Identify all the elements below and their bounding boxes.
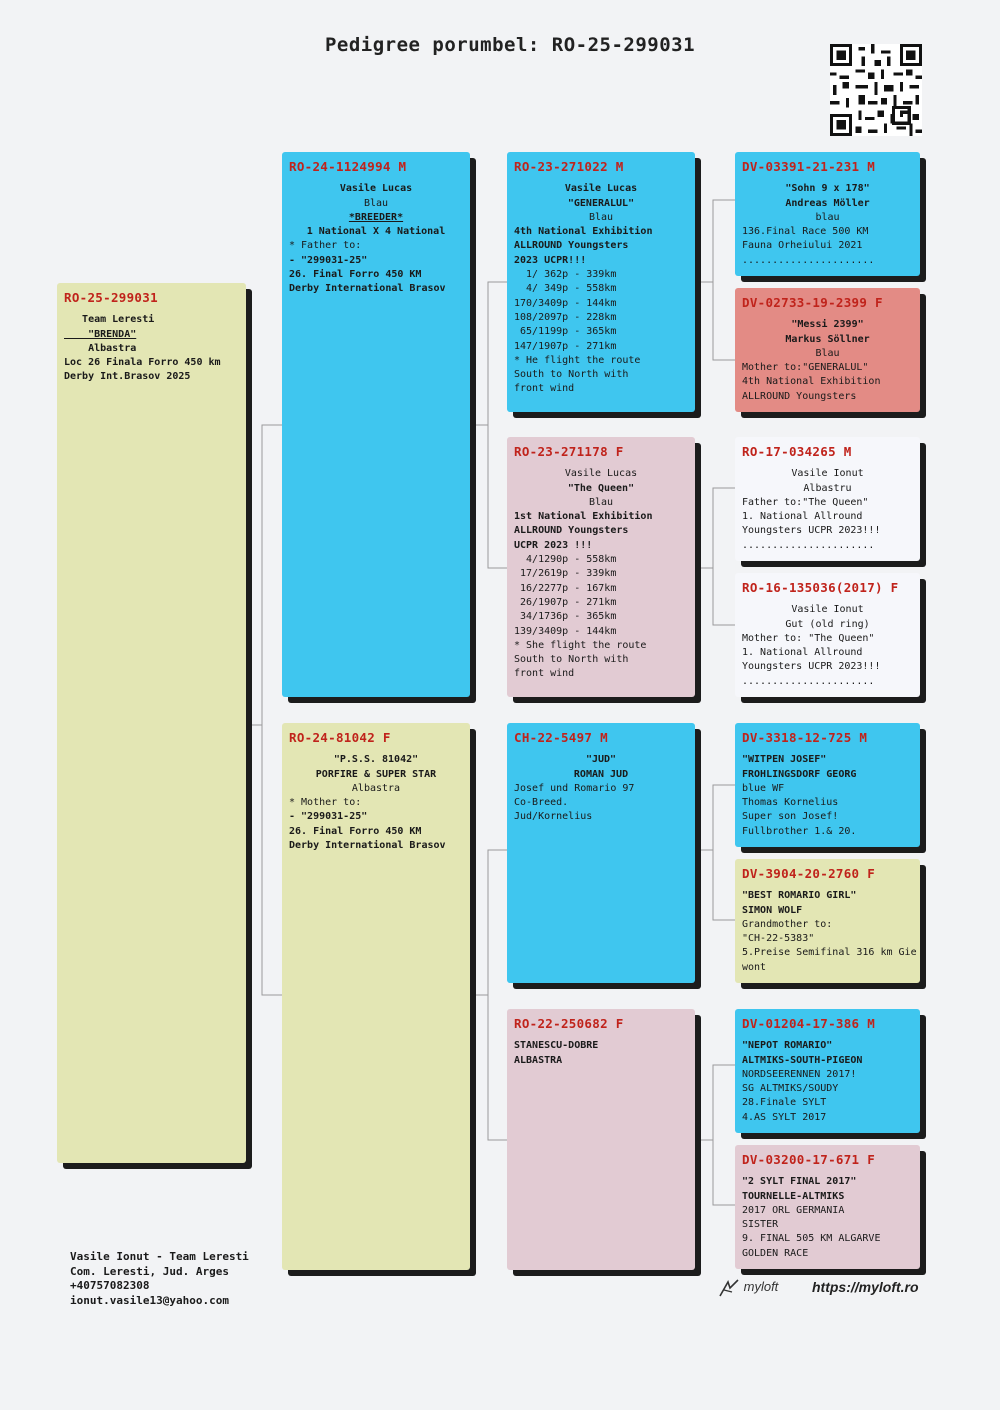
pedigree-card-dam-dam[interactable]: RO-22-250682 F STANESCU-DOBRE ALBASTRA bbox=[507, 1009, 695, 1270]
ring-number: RO-24-1124994 M bbox=[289, 159, 407, 174]
ring-number: DV-03200-17-671 F bbox=[742, 1152, 876, 1167]
ring-number: RO-25-299031 bbox=[64, 290, 158, 305]
ring-number: DV-3904-20-2760 F bbox=[742, 866, 876, 881]
owner-address: Com. Leresti, Jud. Arges bbox=[70, 1264, 229, 1278]
pedigree-card-sss[interactable]: DV-03391-21-231 M "Sohn 9 x 178" Andreas Möller blau 136.Final Race 500 KM Fauna Orheiului 2021 ...................... bbox=[735, 152, 920, 276]
pedigree-card-dds[interactable]: DV-01204-17-386 M "NEPOT ROMARIO" ALTMIKS-SOUTH-PIGEON NORDSEERENNEN 2017! SG ALTMIKS/SOUDY 28.Finale SYLT 4.AS SYLT 2017 bbox=[735, 1009, 920, 1133]
ring-number: RO-24-81042 F bbox=[289, 730, 391, 745]
ring-number: DV-02733-19-2399 F bbox=[742, 295, 883, 310]
pedigree-card-sire-dam[interactable]: RO-23-271178 F Vasile Lucas "The Queen" Blau 1st National Exhibition ALLROUND Youngsters UCPR 2023 !!! 4/1290p - 558km 17/2619p - 339km 16/2277p - 167km 26/1907p - 271km 34/1736p - 365km 139/3409p - 144km * She flight the route South to North with front wind bbox=[507, 437, 695, 697]
owner-name: Vasile Ionut - Team Leresti bbox=[70, 1250, 249, 1263]
pedigree-card-dsd[interactable]: DV-3904-20-2760 F "BEST ROMARIO GIRL" SIMON WOLF Grandmother to: "CH-22-5383" 5.Preise Semifinal 316 km Gie wont bbox=[735, 859, 920, 983]
ring-number: RO-23-271022 M bbox=[514, 159, 624, 174]
owner-phone: +40757082308 bbox=[70, 1279, 150, 1292]
ring-number: RO-22-250682 F bbox=[514, 1016, 624, 1031]
pedigree-card-sire-sire[interactable]: RO-23-271022 M Vasile Lucas "GENERALUL" Blau 4th National Exhibition ALLROUND Youngsters 2023 UCPR!!! 1/ 362p - 339km 4/ 349p - 558km 170/3409p - 144km 108/2097p - 228km 65/1199p - 365km 147/1907p - 271km * He flight the route South to North with front wind bbox=[507, 152, 695, 412]
pedigree-card-ddd[interactable]: DV-03200-17-671 F "2 SYLT FINAL 2017" TOURNELLE-ALTMIKS 2017 ORL GERMANIA SISTER 9. FINAL 505 KM ALGARVE GOLDEN RACE bbox=[735, 1145, 920, 1269]
ring-number: DV-01204-17-386 M bbox=[742, 1016, 876, 1031]
ring-number: RO-23-271178 F bbox=[514, 444, 624, 459]
ring-number: DV-3318-12-725 M bbox=[742, 730, 868, 745]
ring-number: RO-17-034265 M bbox=[742, 444, 852, 459]
pedigree-card-dam[interactable]: RO-24-81042 F "P.S.S. 81042" PORFIRE & SUPER STAR Albastra * Mother to: - "299031-25" 26. Final Forro 450 KM Derby International Brasov bbox=[282, 723, 470, 1270]
brand-logo-text: myloft bbox=[743, 1279, 779, 1295]
page-title: Pedigree porumbel: RO-25-299031 bbox=[324, 34, 696, 56]
brand-url-link[interactable]: https://myloft.ro bbox=[812, 1279, 919, 1295]
pedigree-card-sds[interactable]: RO-17-034265 M Vasile Ionut Albastru Father to:"The Queen" 1. National Allround Youngsters UCPR 2023!!! ...................... bbox=[735, 437, 920, 561]
pedigree-card-sdd[interactable]: RO-16-135036(2017) F Vasile Ionut Gut (old ring) Mother to: "The Queen" 1. National Allround Youngsters UCPR 2023!!! ...................... bbox=[735, 573, 920, 697]
ring-number: CH-22-5497 M bbox=[514, 730, 608, 745]
ring-number: RO-16-135036(2017) F bbox=[742, 580, 899, 595]
brand-block bbox=[718, 1278, 919, 1298]
owner-contact-block bbox=[70, 1250, 249, 1308]
pedigree-card-dam-sire[interactable]: CH-22-5497 M "JUD" ROMAN JUD Josef und Romario 97 Co-Breed. Jud/Kornelius bbox=[507, 723, 695, 983]
myloft-logo-icon bbox=[718, 1279, 778, 1294]
pedigree-card-sire[interactable]: RO-24-1124994 M Vasile Lucas Blau *BREEDER* 1 National X 4 National * Father to: - "299031-25" 26. Final Forro 450 KM Derby International Brasov bbox=[282, 152, 470, 697]
ring-number: DV-03391-21-231 M bbox=[742, 159, 876, 174]
pedigree-card-dss[interactable]: DV-3318-12-725 M "WITPEN JOSEF" FROHLINGSDORF GEORG blue WF Thomas Kornelius Super son Josef! Fullbrother 1.& 20. bbox=[735, 723, 920, 847]
pedigree-card-subject[interactable]: RO-25-299031 Team Leresti "BRENDA" Albastra Loc 26 Finala Forro 450 km Derby Int.Brasov 2025 bbox=[57, 283, 246, 1163]
owner-email[interactable]: ionut.vasile13@yahoo.com bbox=[70, 1293, 229, 1307]
pedigree-card-ssd[interactable]: DV-02733-19-2399 F "Messi 2399" Markus Söllner Blau Mother to:"GENERALUL" 4th National Exhibition ALLROUND Youngsters bbox=[735, 288, 920, 412]
